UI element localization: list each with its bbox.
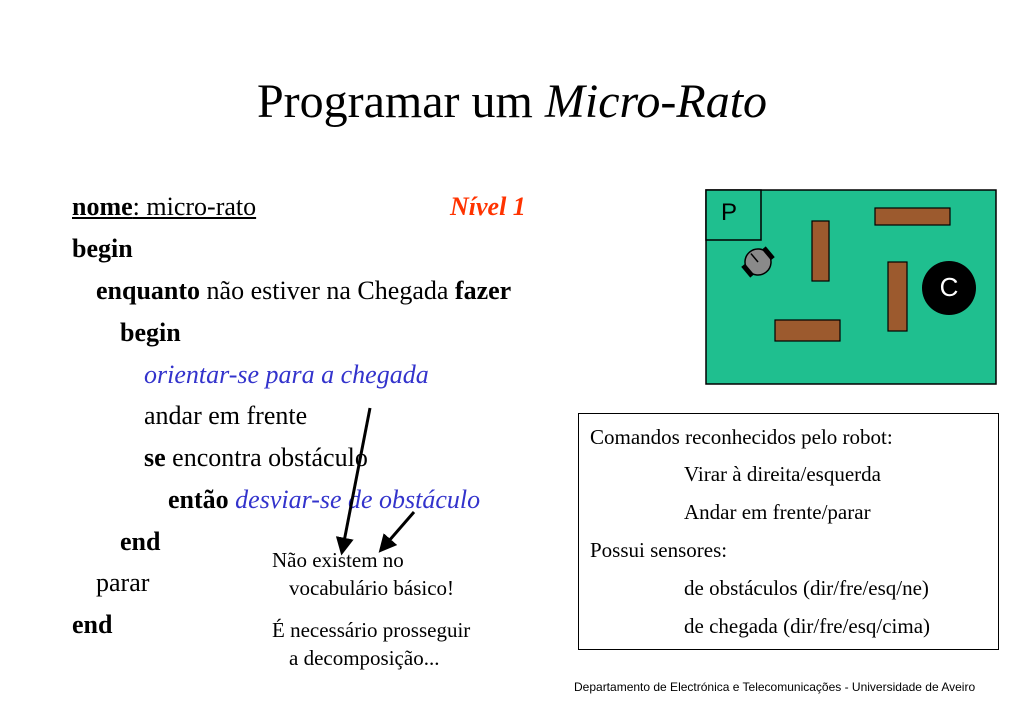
goal-label: C (939, 272, 959, 302)
keyword-fazer: fazer (454, 276, 512, 305)
title-italic: Micro-Rato (544, 75, 768, 128)
maze-wall (875, 208, 950, 225)
footer-text: Departamento de Electrónica e Telecomunicações - Universidade de Aveiro (574, 680, 976, 694)
code-line-andar: andar em frente (144, 401, 308, 430)
title-main: Programar um (256, 75, 545, 128)
code-line-parar: parar (96, 568, 150, 597)
sensors-header: Possui sensores: (590, 538, 728, 562)
arrow-to-desviar (381, 512, 414, 550)
commands-header: Comandos reconhecidos pelo robot: (590, 425, 893, 449)
command-item: Andar em frente/parar (684, 500, 871, 524)
keyword-nome: nome (72, 192, 133, 221)
maze-wall (888, 262, 907, 331)
start-label: P (721, 199, 738, 226)
note-line-2: vocabulário básico! (289, 576, 455, 600)
maze-wall (775, 320, 840, 341)
note-line-1: Não existem no (272, 548, 404, 572)
command-item: Virar à direita/esquerda (684, 462, 881, 486)
code-line-begin-inner: begin (120, 318, 181, 347)
commands-box (578, 413, 999, 650)
level-label: Nível 1 (450, 192, 526, 221)
code-line-orientar: orientar-se para a chegada (144, 360, 429, 389)
maze-wall (812, 221, 829, 281)
sensor-item: de chegada (dir/fre/esq/cima) (684, 614, 931, 638)
code-line-begin: begin (72, 234, 133, 263)
code-line-entao: então desviar-se de obstáculo (168, 485, 481, 514)
code-line-end: end (72, 610, 113, 639)
note-line-3: É necessário prosseguir (272, 618, 471, 642)
code-line-end-inner: end (120, 527, 161, 556)
keyword-enquanto: enquanto (96, 276, 201, 305)
sensor-item: de obstáculos (dir/fre/esq/ne) (684, 576, 929, 600)
note-line-4: a decomposição... (289, 646, 440, 670)
code-line-enquanto: enquanto não estiver na Chegada fazer (96, 276, 512, 305)
keyword-entao: então (168, 485, 229, 514)
code-line-se: se encontra obstáculo (144, 443, 368, 472)
arrow-to-andar (342, 408, 370, 552)
keyword-se: se (144, 443, 166, 472)
program-name: : micro-rato (132, 192, 257, 221)
